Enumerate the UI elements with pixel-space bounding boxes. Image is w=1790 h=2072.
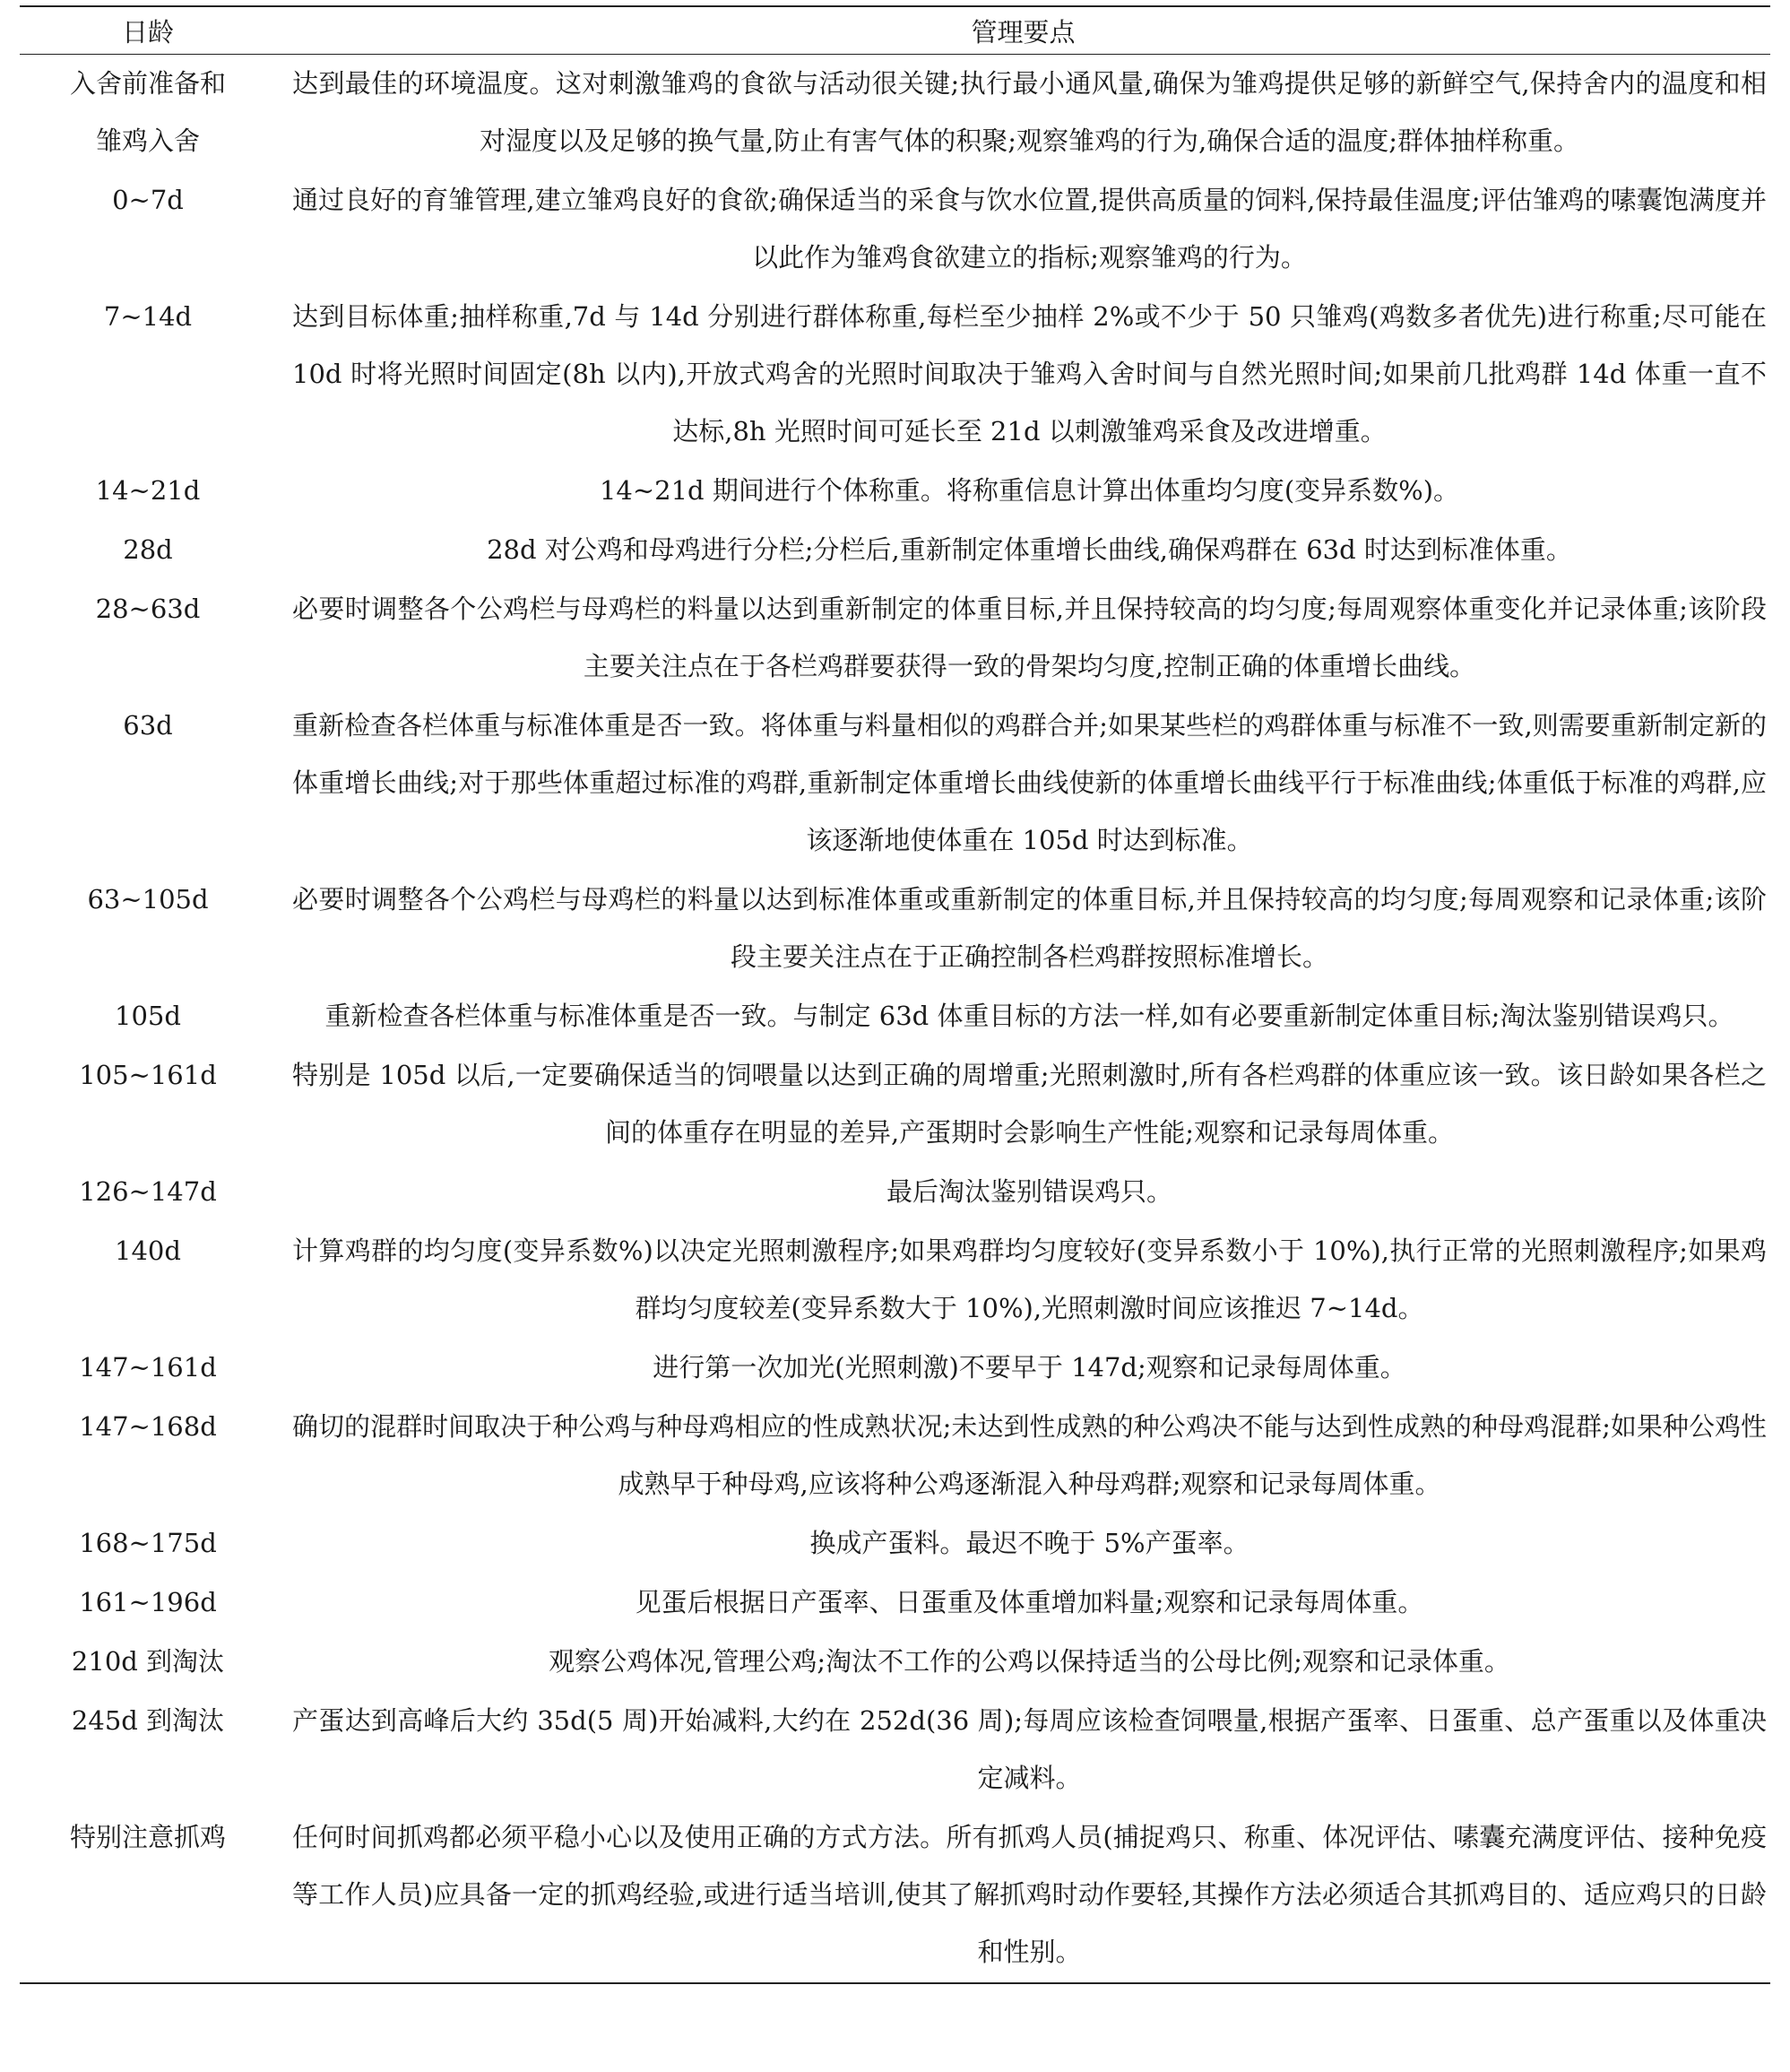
age-cell: 147~161d [79,1352,217,1383]
management-points-cell: 计算鸡群的均匀度(变异系数%)以决定光照刺激程序;如果鸡群均匀度较好(变异系数小于 10%),执行正常的光照刺激程序;如果鸡群均匀度较差(变异系数大于 10%),光照刺激时间应该推迟 7~14d。 [292,1235,1767,1323]
age-cell: 161~196d [79,1587,217,1617]
management-table-grid [20,5,1770,1984]
management-points-cell: 通过良好的育雏管理,建立雏鸡良好的食欲;确保适当的采食与饮水位置,提供高质量的饲料,保持最佳温度;评估雏鸡的嗉囊饱满度并以此作为雏鸡食欲建立的指标;观察雏鸡的行为。 [292,185,1767,273]
management-points-cell: 确切的混群时间取决于种公鸡与种母鸡相应的性成熟状况;未达到性成熟的种公鸡决不能与达到性成熟的种母鸡混群;如果种公鸡性成熟早于种母鸡,应该将种公鸡逐渐混入种母鸡群;观察和记录每周体重。 [292,1411,1767,1499]
age-cell: 7~14d [103,301,193,332]
management-points-cell: 换成产蛋料。最迟不晚于 5%产蛋率。 [809,1528,1250,1558]
management-points-cell: 重新检查各栏体重与标准体重是否一致。与制定 63d 体重目标的方法一样,如有必要重新制定体重目标;淘汰鉴别错误鸡只。 [324,1001,1734,1031]
header-age: 日龄 [121,16,174,48]
age-cell: 63d [123,710,173,741]
table-row [20,871,1770,987]
table-row [20,288,1770,462]
management-points-cell: 28d 对公鸡和母鸡进行分栏;分栏后,重新制定体重增长曲线,确保鸡群在 63d 时达到标准体重。 [487,534,1572,565]
management-points-cell: 产蛋达到高峰后大约 35d(5 周)开始减料,大约在 252d(36 周);每周应该检查饲喂量,根据产蛋率、日蛋重、总产蛋重以及体重决定减料。 [292,1705,1767,1793]
age-cell: 140d [115,1235,181,1266]
age-cell: 126~147d [79,1176,217,1207]
table-body [20,55,1770,1984]
table-header-row [20,6,1770,55]
age-cell: 210d 到淘汰 [71,1646,225,1677]
table-row [20,1339,1770,1398]
age-cell: 28~63d [95,594,201,624]
table-row [20,171,1770,288]
age-cell: 28d [123,534,173,565]
management-points-cell: 特别是 105d 以后,一定要确保适当的饲喂量以达到正确的周增重;光照刺激时,所有各栏鸡群的体重应该一致。该日龄如果各栏之间的体重存在明显的差异,产蛋期时会影响生产性能;观察和记录每周体重。 [292,1060,1767,1148]
management-points-cell: 必要时调整各个公鸡栏与母鸡栏的料量以达到重新制定的体重目标,并且保持较高的均匀度;每周观察体重变化并记录体重;该阶段主要关注点在于各栏鸡群要获得一致的骨架均匀度,控制正确的体重增长曲线。 [292,594,1767,681]
management-points-cell: 14~21d 期间进行个体称重。将称重信息计算出体重均匀度(变异系数%)。 [599,475,1460,506]
age-cell: 105d [115,1001,181,1031]
management-points-cell: 进行第一次加光(光照刺激)不要早于 147d;观察和记录每周体重。 [653,1352,1406,1383]
header-points: 管理要点 [971,16,1076,48]
table-row [20,987,1770,1046]
table-row [20,462,1770,521]
table-row [20,521,1770,580]
age-cell: 入舍前准备和雏鸡入舍 [69,68,226,156]
management-points-cell: 观察公鸡体况,管理公鸡;淘汰不工作的公鸡以保持适当的公母比例;观察和记录体重。 [549,1646,1510,1677]
table-row [20,580,1770,697]
management-points-cell: 重新检查各栏体重与标准体重是否一致。将体重与料量相似的鸡群合并;如果某些栏的鸡群体重与标准不一致,则需要重新制定新的体重增长曲线;对于那些体重超过标准的鸡群,重新制定体重增长曲线使新的体重增长曲线平行于标准曲线;体重低于标准的鸡群,应该逐渐地使体重在 105d 时达到标准。 [292,710,1767,855]
age-cell: 147~168d [79,1411,217,1442]
management-table [20,5,1770,1984]
table-row [20,1574,1770,1633]
management-points-cell: 见蛋后根据日产蛋率、日蛋重及体重增加料量;观察和记录每周体重。 [635,1587,1424,1617]
table-row [20,1398,1770,1514]
table-row [20,1046,1770,1163]
table-row [20,1808,1770,1983]
table-row [20,55,1770,172]
table-row [20,1514,1770,1574]
table-row [20,1633,1770,1692]
management-points-cell: 必要时调整各个公鸡栏与母鸡栏的料量以达到标准体重或重新制定的体重目标,并且保持较高的均匀度;每周观察和记录体重;该阶段主要关注点在于正确控制各栏鸡群按照标准增长。 [292,884,1767,972]
management-points-cell: 任何时间抓鸡都必须平稳小心以及使用正确的方式方法。所有抓鸡人员(捕捉鸡只、称重、体况评估、嗉囊充满度评估、接种免疫等工作人员)应具备一定的抓鸡经验,或进行适当培训,使其了解抓鸡时动作要轻,其操作方法必须适合其抓鸡目的、适应鸡只的日龄和性别。 [292,1822,1767,1967]
age-cell: 0~7d [112,185,184,215]
management-points-cell: 最后淘汰鉴别错误鸡只。 [886,1176,1172,1207]
table-row [20,697,1770,871]
management-points-cell: 达到目标体重;抽样称重,7d 与 14d 分别进行群体称重,每栏至少抽样 2%或不少于 50 只雏鸡(鸡数多者优先)进行称重;尽可能在 10d 时将光照时间固定(8h 以内),开放式鸡舍的光照时间取决于雏鸡入舍时间与自然光照时间;如果前几批鸡群 14d 体重一直不达标,8h 光照时间可延长至 21d 以刺激雏鸡采食及改进增重。 [292,301,1767,446]
age-cell: 168~175d [79,1528,217,1558]
age-cell: 105~161d [79,1060,217,1090]
age-cell: 14~21d [95,475,201,506]
age-cell: 特别注意抓鸡 [69,1822,226,1852]
age-cell: 245d 到淘汰 [71,1705,225,1736]
management-points-cell: 达到最佳的环境温度。这对刺激雏鸡的食欲与活动很关键;执行最小通风量,确保为雏鸡提供足够的新鲜空气,保持舍内的温度和相对湿度以及足够的换气量,防止有害气体的积聚;观察雏鸡的行为,确保合适的温度;群体抽样称重。 [292,68,1767,156]
table-row [20,1163,1770,1222]
age-cell: 63~105d [87,884,209,915]
table-row [20,1222,1770,1339]
table-row [20,1692,1770,1808]
